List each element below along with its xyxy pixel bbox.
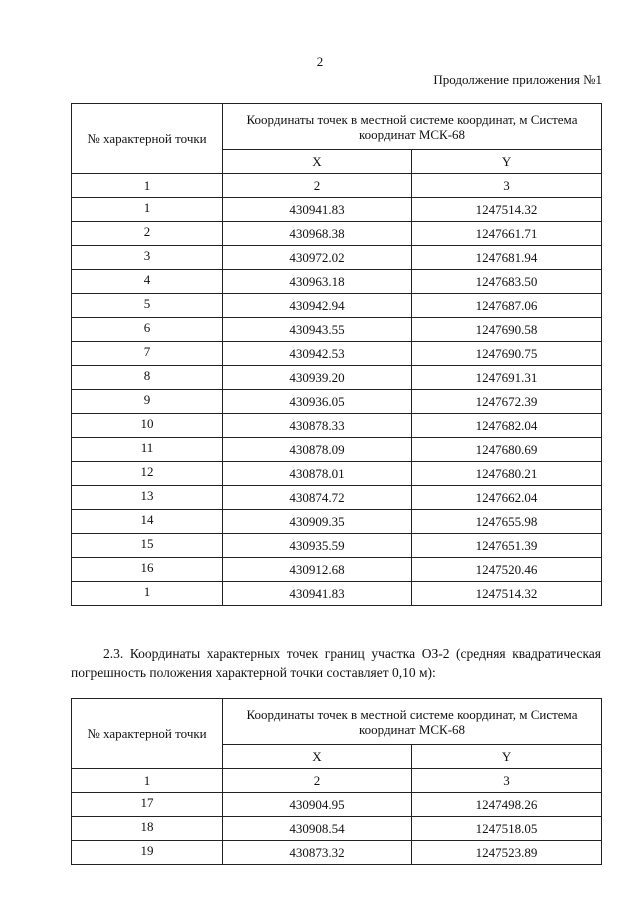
- header-point-number: № характерной точки: [72, 104, 223, 174]
- table-row: [72, 793, 602, 817]
- y-coordinate-cell: 1247651.39: [412, 534, 602, 558]
- x-coordinate-cell: 430941.83: [223, 582, 412, 606]
- y-coordinate-cell: 1247691.31: [412, 366, 602, 390]
- point-number-cell: 3: [72, 246, 223, 270]
- table-row: [72, 817, 602, 841]
- x-coordinate-cell: 430941.83: [223, 198, 412, 222]
- y-coordinate-cell: 1247661.71: [412, 222, 602, 246]
- y-coordinate-cell: 1247523.89: [412, 841, 602, 865]
- section-text: 2.3. Координаты характерных точек границ участка ОЗ-2 (средняя квадратическая погрешность положения характерной точки составляет 0,10 м):: [71, 646, 601, 680]
- x-coordinate-cell: 430908.54: [223, 817, 412, 841]
- coordinates-table-1: [71, 103, 602, 606]
- y-coordinate-cell: 1247680.21: [412, 462, 602, 486]
- y-coordinate-cell: 1247520.46: [412, 558, 602, 582]
- point-number-cell: 13: [72, 486, 223, 510]
- x-coordinate-cell: 430939.20: [223, 366, 412, 390]
- section-paragraph: [71, 644, 601, 682]
- x-coordinate-cell: 430909.35: [223, 510, 412, 534]
- appendix-caption: Продолжение приложения №1: [433, 72, 602, 87]
- table-2-body: [72, 793, 602, 865]
- y-coordinate-cell: 1247514.32: [412, 582, 602, 606]
- table-row: [72, 222, 602, 246]
- point-number-cell: 14: [72, 510, 223, 534]
- point-number-cell: 18: [72, 817, 223, 841]
- x-coordinate-cell: 430878.01: [223, 462, 412, 486]
- table-row: [72, 366, 602, 390]
- y-coordinate-cell: 1247690.58: [412, 318, 602, 342]
- table-row: [72, 582, 602, 606]
- y-coordinate-cell: 1247514.32: [412, 198, 602, 222]
- table-row: [72, 438, 602, 462]
- point-number-cell: 12: [72, 462, 223, 486]
- table-row: [72, 510, 602, 534]
- x-coordinate-cell: 430963.18: [223, 270, 412, 294]
- column-index-2: 2: [223, 174, 412, 198]
- column-index-1: 1: [72, 174, 223, 198]
- table-row: [72, 342, 602, 366]
- header-x: X: [223, 150, 412, 174]
- point-number-cell: 15: [72, 534, 223, 558]
- table-row: [72, 294, 602, 318]
- x-coordinate-cell: 430936.05: [223, 390, 412, 414]
- point-number-cell: 1: [72, 582, 223, 606]
- header-point-number: № характерной точки: [72, 699, 223, 769]
- y-coordinate-cell: 1247662.04: [412, 486, 602, 510]
- x-coordinate-cell: 430935.59: [223, 534, 412, 558]
- table-1-body: [72, 198, 602, 606]
- y-coordinate-cell: 1247690.75: [412, 342, 602, 366]
- table-row: [72, 558, 602, 582]
- x-coordinate-cell: 430904.95: [223, 793, 412, 817]
- point-number-cell: 9: [72, 390, 223, 414]
- x-coordinate-cell: 430874.72: [223, 486, 412, 510]
- column-index-3: 3: [412, 769, 602, 793]
- point-number-cell: 19: [72, 841, 223, 865]
- point-number-cell: 5: [72, 294, 223, 318]
- x-coordinate-cell: 430968.38: [223, 222, 412, 246]
- y-coordinate-cell: 1247672.39: [412, 390, 602, 414]
- table-row: [72, 462, 602, 486]
- header-x: X: [223, 745, 412, 769]
- y-coordinate-cell: 1247681.94: [412, 246, 602, 270]
- x-coordinate-cell: 430942.53: [223, 342, 412, 366]
- page-number: 2: [316, 54, 324, 69]
- point-number-cell: 2: [72, 222, 223, 246]
- x-coordinate-cell: 430942.94: [223, 294, 412, 318]
- table-row: [72, 246, 602, 270]
- x-coordinate-cell: 430878.09: [223, 438, 412, 462]
- x-coordinate-cell: 430943.55: [223, 318, 412, 342]
- y-coordinate-cell: 1247687.06: [412, 294, 602, 318]
- table-row: [72, 841, 602, 865]
- column-index-1: 1: [72, 769, 223, 793]
- point-number-cell: 7: [72, 342, 223, 366]
- header-coordinates: Координаты точек в местной системе координат, м Система координат МСК-68: [223, 699, 602, 745]
- header-y: Y: [412, 745, 602, 769]
- point-number-cell: 8: [72, 366, 223, 390]
- coordinates-table-2: [71, 698, 602, 865]
- header-coordinates: Координаты точек в местной системе координат, м Система координат МСК-68: [223, 104, 602, 150]
- y-coordinate-cell: 1247683.50: [412, 270, 602, 294]
- point-number-cell: 17: [72, 793, 223, 817]
- column-index-2: 2: [223, 769, 412, 793]
- table-row: [72, 318, 602, 342]
- table-row: [72, 390, 602, 414]
- table-row: [72, 270, 602, 294]
- point-number-cell: 10: [72, 414, 223, 438]
- y-coordinate-cell: 1247680.69: [412, 438, 602, 462]
- x-coordinate-cell: 430912.68: [223, 558, 412, 582]
- table-row: [72, 198, 602, 222]
- header-y: Y: [412, 150, 602, 174]
- y-coordinate-cell: 1247682.04: [412, 414, 602, 438]
- table-row: [72, 414, 602, 438]
- y-coordinate-cell: 1247518.05: [412, 817, 602, 841]
- y-coordinate-cell: 1247498.26: [412, 793, 602, 817]
- point-number-cell: 11: [72, 438, 223, 462]
- x-coordinate-cell: 430878.33: [223, 414, 412, 438]
- y-coordinate-cell: 1247655.98: [412, 510, 602, 534]
- table-row: [72, 486, 602, 510]
- point-number-cell: 16: [72, 558, 223, 582]
- point-number-cell: 1: [72, 198, 223, 222]
- x-coordinate-cell: 430972.02: [223, 246, 412, 270]
- column-index-3: 3: [412, 174, 602, 198]
- point-number-cell: 4: [72, 270, 223, 294]
- x-coordinate-cell: 430873.32: [223, 841, 412, 865]
- point-number-cell: 6: [72, 318, 223, 342]
- table-row: [72, 534, 602, 558]
